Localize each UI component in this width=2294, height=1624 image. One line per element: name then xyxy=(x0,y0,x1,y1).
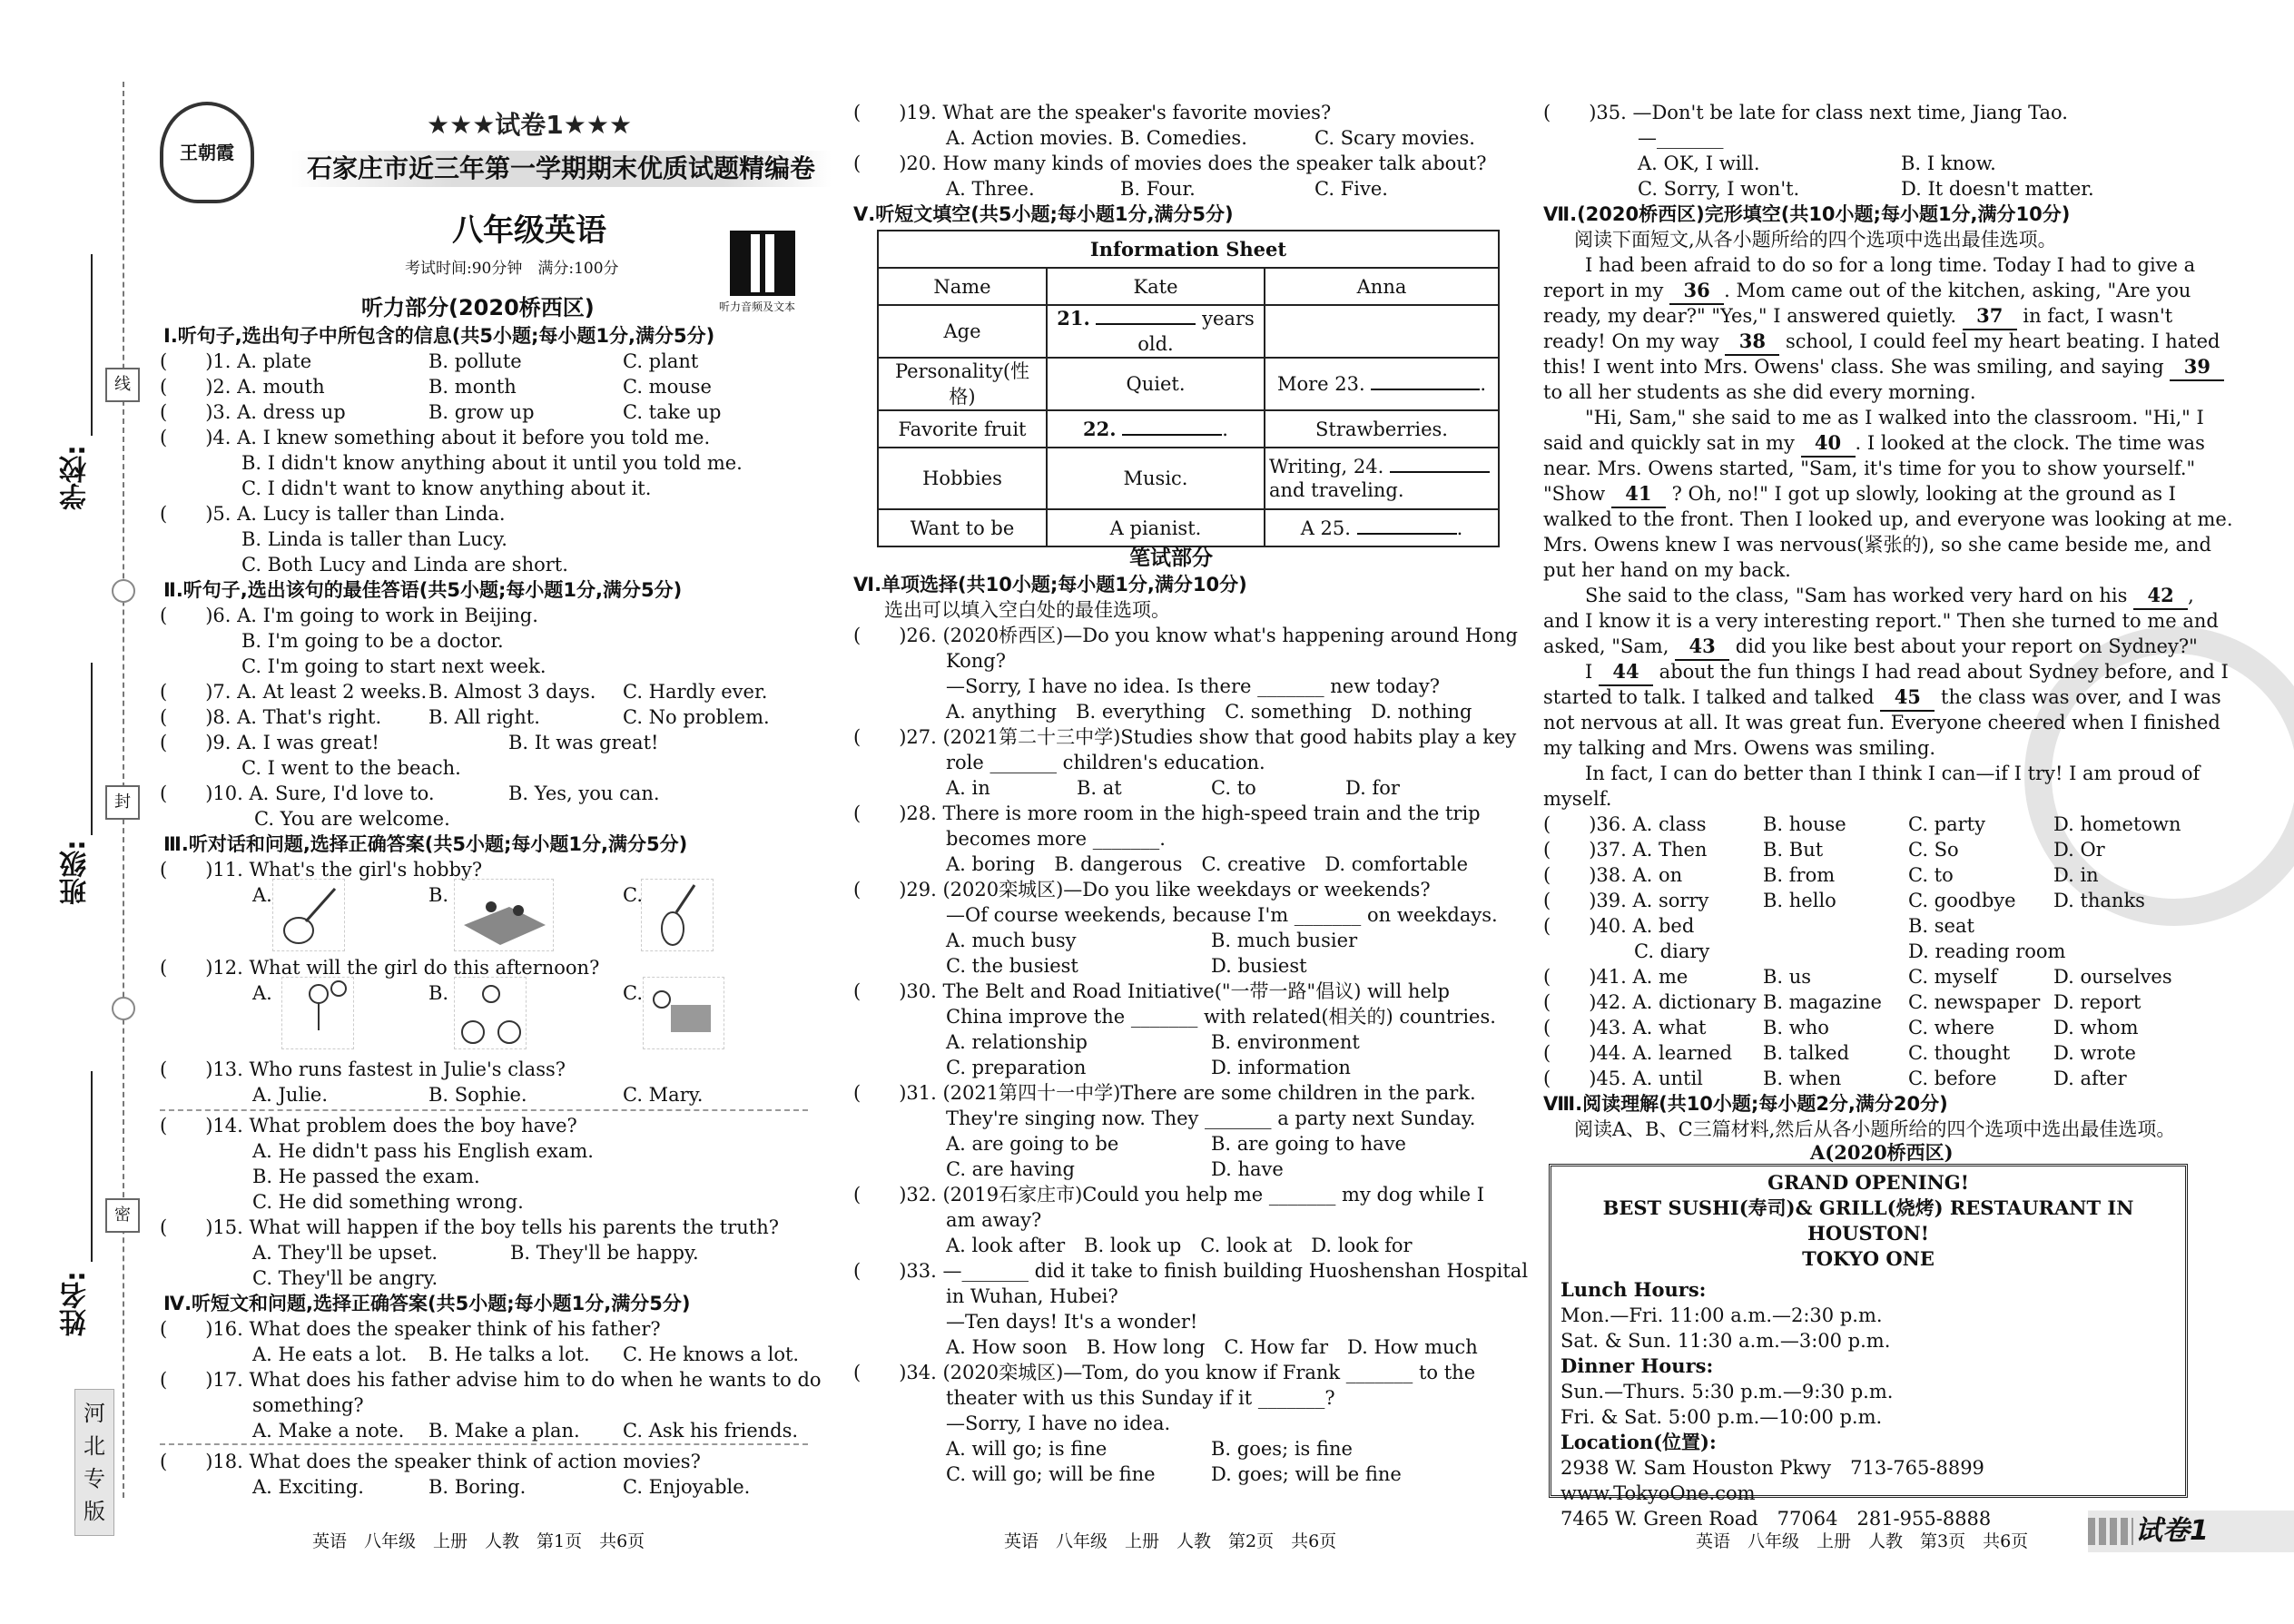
page-title: 八年级英语 xyxy=(452,212,606,249)
name-blank[interactable] xyxy=(91,1071,93,1262)
q34-cont: theater with us this Sunday if it _______? xyxy=(946,1387,1335,1409)
row-label: Personality(性格) xyxy=(878,358,1047,410)
q42: ( )42. A. dictionary xyxy=(1543,991,1757,1013)
header-cell: Anna xyxy=(1265,268,1499,305)
answer-blank-21[interactable] xyxy=(1096,323,1196,325)
cut-mark-seal: 封 xyxy=(105,785,140,820)
q35-reply: —_______ xyxy=(1638,127,1724,149)
passage-line: near. Mrs. Owens started, "Sam, it's time for you to show yourself." xyxy=(1543,458,2196,479)
passage-text: this! I went into Mrs. Owens' class. She was smiling, and saying xyxy=(1543,356,2164,378)
passage-text: started to talk. I talked and talked xyxy=(1543,686,1875,708)
q28-cont: becomes more _______. xyxy=(946,828,1166,850)
answer-cell[interactable]: 22. . xyxy=(1047,410,1265,448)
q35-c: C. Sorry, I won't. xyxy=(1638,178,1800,200)
q18-c: C. Enjoyable. xyxy=(623,1476,751,1498)
passage-line: put her hand on my back. xyxy=(1543,559,1791,581)
q14: ( )14. What problem does the boy have? xyxy=(160,1115,577,1137)
answer-blank-23[interactable] xyxy=(1371,389,1480,390)
q45-c: C. before xyxy=(1908,1068,1997,1089)
paper-badge-text: 试卷1 xyxy=(2135,1515,2209,1547)
q33-cont: in Wuhan, Hubei? xyxy=(946,1285,1118,1307)
answer-blank-24[interactable] xyxy=(1390,471,1490,473)
passage-text: about the fun things I had read about Sydney before, and I xyxy=(1659,661,2229,683)
ad-website[interactable]: www.TokyoOne.com xyxy=(1561,1482,1756,1504)
q30-c: C. preparation xyxy=(946,1057,1087,1078)
passage-text: I xyxy=(1585,661,1593,683)
passage-line: walked to the front. Then I looked up, and everyone was looking at me. xyxy=(1543,508,2233,530)
q31: ( )31. (2021第四十一中学)There are some children in the park. xyxy=(853,1082,1476,1104)
q29-b: B. much busier xyxy=(1211,930,1358,951)
passage-text: ? Oh, no!" I got up slowly, looking at the ground as I xyxy=(1671,483,2176,505)
q15: ( )15. What will happen if the boy tells his parents the truth? xyxy=(160,1216,779,1238)
passage-line: I had been afraid to do so for a long time. Today I had to give a xyxy=(1585,254,2196,276)
q30: ( )30. The Belt and Road Initiative("一带一路"倡议) will help xyxy=(853,980,1450,1002)
blank-number: Writing, 24. xyxy=(1269,456,1384,477)
ad-line: 2938 W. Sam Houston Pkwy 713-765-8899 xyxy=(1561,1457,1984,1479)
bike-girl-icon xyxy=(454,977,527,1049)
q39: ( )39. A. sorry xyxy=(1543,890,1709,911)
section-4-heading: Ⅳ.听短文和问题,选择正确答案(共5小题;每小题1分,满分5分) xyxy=(163,1293,691,1314)
cloze-blank-40[interactable]: 40 xyxy=(1801,430,1856,458)
q12: ( )12. What will the girl do this afternoon? xyxy=(160,957,600,979)
q28: ( )28. There is more room in the high-speed train and the trip xyxy=(853,802,1481,824)
paper-badge xyxy=(2088,1511,2294,1552)
q3: ( )3. A. dress up xyxy=(160,401,346,423)
q17-c: C. Ask his friends. xyxy=(623,1420,799,1442)
q18-a: A. Exciting. xyxy=(252,1476,364,1498)
blank-number: 21. xyxy=(1057,307,1090,330)
q30-a: A. relationship xyxy=(946,1031,1088,1053)
q26: ( )26. (2020桥西区)—Do you know what's happening around Hong xyxy=(853,625,1518,646)
q1: ( )1. A. plate xyxy=(160,350,312,372)
q30-cont: China improve the _______ with related(相关的) countries. xyxy=(946,1006,1496,1028)
cell-text: Quiet. xyxy=(1047,358,1265,410)
brand-logo xyxy=(160,102,254,203)
ad-line: Sat. & Sun. 11:30 a.m.—3:00 p.m. xyxy=(1561,1330,1891,1352)
q35: ( )35. —Don't be late for class next time, Jiang Tao. xyxy=(1543,102,2068,123)
violin-icon xyxy=(641,879,714,951)
passage-line: not nervous at all. It was great fun. Everyone cheered when I finished xyxy=(1543,712,2220,733)
q34-reply: —Sorry, I have no idea. xyxy=(946,1412,1171,1434)
q9-b: B. It was great! xyxy=(508,732,659,753)
cloze-blank-37[interactable]: 37 xyxy=(1963,303,2017,330)
cloze-blank-43[interactable]: 43 xyxy=(1675,634,1729,661)
q6: ( )6. A. I'm going to work in Beijing. xyxy=(160,605,538,626)
q36: ( )36. A. class xyxy=(1543,813,1707,835)
q37-b: B. But xyxy=(1763,839,1824,861)
q27-a: A. in xyxy=(946,777,990,799)
q29-cont: —Of course weekends, because I'm _______ on weekdays. xyxy=(946,904,1498,926)
passage-text: "Show xyxy=(1543,483,1606,505)
q14-c: C. He did something wrong. xyxy=(252,1191,524,1213)
ad-lunch-heading: Lunch Hours: xyxy=(1561,1278,1707,1301)
q14-a: A. He didn't pass his English exam. xyxy=(252,1140,594,1162)
q15-a: A. They'll be upset. xyxy=(252,1242,438,1264)
paper-number: ★★★试卷1★★★ xyxy=(427,110,633,140)
q29-d: D. busiest xyxy=(1211,955,1307,977)
answer-blank-25[interactable] xyxy=(1357,533,1457,535)
footer-page-3: 英语 八年级 上册 人教 第3页 共6页 xyxy=(1696,1531,2029,1551)
binding-hole xyxy=(112,579,135,603)
q31-b: B. are going to have xyxy=(1211,1133,1406,1155)
q44-c: C. thought xyxy=(1908,1042,2011,1064)
tennis-girl-icon xyxy=(281,977,354,1049)
passage-text: . I looked at the clock. The time was xyxy=(1855,432,2205,454)
q11-option-c: C. xyxy=(623,884,643,906)
answer-cell[interactable]: A 25. . xyxy=(1265,509,1499,546)
q6-b: B. I'm going to be a doctor. xyxy=(241,630,504,652)
cloze-blank-41[interactable]: 41 xyxy=(1611,481,1666,508)
q4: ( )4. A. I knew something about it before you told me. xyxy=(160,427,711,448)
q31-d: D. have xyxy=(1211,1158,1284,1180)
cloze-blank-45[interactable]: 45 xyxy=(1880,684,1935,712)
q43-c: C. where xyxy=(1908,1017,1995,1038)
q41: ( )41. A. me xyxy=(1543,966,1689,988)
q13: ( )13. Who runs fastest in Julie's class? xyxy=(160,1058,566,1080)
q41-c: C. myself xyxy=(1908,966,1998,988)
q40-c: C. diary xyxy=(1634,940,1710,962)
name-label: 姓名: xyxy=(60,1271,92,1336)
q10-b: B. Yes, you can. xyxy=(508,782,660,804)
q12-option-a: A. xyxy=(252,982,272,1004)
q16-a: A. He eats a lot. xyxy=(252,1343,408,1365)
q42-c: C. newspaper xyxy=(1908,991,2041,1013)
q7: ( )7. A. At least 2 weeks. xyxy=(160,681,428,703)
q38-d: D. in xyxy=(2053,864,2099,886)
q38: ( )38. A. on xyxy=(1543,864,1683,886)
answer-cell[interactable]: More 23. . xyxy=(1265,358,1499,410)
section-8-instruction: 阅读A、B、C三篇材料,然后从各小题所给的四个选项中选出最佳选项。 xyxy=(1574,1118,2176,1140)
q34-d: D. goes; will be fine xyxy=(1211,1463,1402,1485)
q27-c: C. to xyxy=(1211,777,1256,799)
q34-c: C. will go; will be fine xyxy=(946,1463,1156,1485)
q13-c: C. Mary. xyxy=(623,1084,704,1106)
q45-d: D. after xyxy=(2053,1068,2127,1089)
q5-c: C. Both Lucy and Linda are short. xyxy=(241,554,568,576)
blank-number: A 25. xyxy=(1300,517,1351,539)
passage-line: myself. xyxy=(1543,788,1612,810)
q17-b: B. Make a plan. xyxy=(428,1420,580,1442)
ad-location-heading: Location(位置): xyxy=(1561,1431,1717,1453)
passage-text: said and quickly sat in my xyxy=(1543,432,1795,454)
exam-time-info: 考试时间:90分钟 满分:100分 xyxy=(405,260,619,278)
q26-options: A. anything B. everything C. something D. nothing xyxy=(946,701,1472,723)
q26-cont: Kong? xyxy=(946,650,1006,672)
information-sheet-table xyxy=(877,230,1500,547)
ad-restaurant-name: TOKYO ONE xyxy=(1802,1247,1935,1270)
passage-text: in fact, I wasn't xyxy=(2023,305,2173,327)
province-badge: 河北专版 xyxy=(74,1389,114,1536)
computer-girl-icon xyxy=(643,977,724,1049)
q31-c: C. are having xyxy=(946,1158,1075,1180)
q16: ( )16. What does the speaker think of his father? xyxy=(160,1318,661,1340)
q12-option-b: B. xyxy=(428,982,449,1004)
q30-d: D. information xyxy=(1211,1057,1351,1078)
q41-d: D. ourselves xyxy=(2053,966,2172,988)
q10: ( )10. A. Sure, I'd love to. xyxy=(160,782,435,804)
q20: ( )20. How many kinds of movies does the speaker talk about? xyxy=(853,153,1487,174)
passage-line: to all her students as she did every morning. xyxy=(1543,381,1976,403)
binding-hole xyxy=(112,997,135,1020)
q17: ( )17. What does his father advise him to do when he wants to do xyxy=(160,1369,822,1391)
q3-c: C. take up xyxy=(623,401,722,423)
header-cell: Name xyxy=(878,268,1047,305)
cut-mark-line: 线 xyxy=(105,368,140,402)
cell-text: and traveling. xyxy=(1269,479,1404,501)
q13-b: B. Sophie. xyxy=(428,1084,527,1106)
q20-c: C. Five. xyxy=(1314,178,1388,200)
q44-d: D. wrote xyxy=(2053,1042,2136,1064)
section-5-heading: Ⅴ.听短文填空(共5小题;每小题1分,满分5分) xyxy=(853,203,1234,225)
q17-cont: something? xyxy=(252,1394,364,1416)
q33: ( )33. —_______ did it take to finish building Huoshenshan Hospital xyxy=(853,1260,1529,1282)
cloze-blank-39[interactable]: 39 xyxy=(2170,354,2224,381)
listening-heading: 听力部分(2020桥西区) xyxy=(361,295,595,320)
q3-b: B. grow up xyxy=(428,401,535,423)
q32: ( )32. (2019石家庄市)Could you help me _______ my dog while I xyxy=(853,1184,1485,1206)
passage-text: , xyxy=(2188,585,2194,606)
table-title: Information Sheet xyxy=(878,231,1499,268)
q37-c: C. So xyxy=(1908,839,1959,861)
cell-text: A pianist. xyxy=(1047,509,1265,546)
brand-logo-text: 王朝霞 xyxy=(180,142,234,163)
ad-subtitle: BEST SUSHI(寿司)& GRILL(烧烤) RESTAURANT IN HOUSTON! xyxy=(1602,1196,2134,1245)
class-blank[interactable] xyxy=(91,663,93,835)
passage-text: report in my xyxy=(1543,280,1664,301)
q31-cont: They're singing now. They _______ a party next Sunday. xyxy=(946,1107,1476,1129)
passage-text: asked, "Sam, xyxy=(1543,635,1669,657)
header-cell: Kate xyxy=(1047,268,1265,305)
q33-reply: —Ten days! It's a wonder! xyxy=(946,1311,1198,1333)
q6-c: C. I'm going to start next week. xyxy=(241,655,546,677)
passage-text: She said to the class, "Sam has worked very hard on his xyxy=(1585,585,2128,606)
q17-a: A. Make a note. xyxy=(252,1420,405,1442)
q14-b: B. He passed the exam. xyxy=(252,1166,480,1187)
q27: ( )27. (2021第二十三中学)Studies show that good habits play a key xyxy=(853,726,1517,748)
q36-d: D. hometown xyxy=(2053,813,2181,835)
passage-line: "Hi, Sam," she said to me as I walked into the classroom. "Hi," I xyxy=(1585,407,2204,428)
ad-line: Fri. & Sat. 5:00 p.m.—10:00 p.m. xyxy=(1561,1406,1883,1428)
q7-c: C. Hardly ever. xyxy=(623,681,768,703)
q5: ( )5. A. Lucy is taller than Linda. xyxy=(160,503,506,525)
q45: ( )45. A. until xyxy=(1543,1068,1703,1089)
q40: ( )40. A. bed xyxy=(1543,915,1695,937)
q27-cont: role _______ children's education. xyxy=(946,752,1265,773)
written-part-heading: 笔试部分 xyxy=(1129,546,1213,570)
ad-title: GRAND OPENING! xyxy=(1767,1171,1969,1194)
q15-c: C. They'll be angry. xyxy=(252,1267,438,1289)
q10-c: C. You are welcome. xyxy=(254,808,450,830)
q31-a: A. are going to be xyxy=(946,1133,1119,1155)
restaurant-ad xyxy=(1549,1164,2188,1530)
q39-d: D. thanks xyxy=(2053,890,2145,911)
passage-a-heading: A(2020桥西区) xyxy=(1810,1141,1954,1164)
q27-b: B. at xyxy=(1077,777,1122,799)
cloze-blank-42[interactable]: 42 xyxy=(2133,583,2188,610)
footer-page-1: 英语 八年级 上册 人教 第1页 共6页 xyxy=(312,1531,645,1551)
q39-b: B. hello xyxy=(1763,890,1836,911)
q29-c: C. the busiest xyxy=(946,955,1078,977)
blank-number: More 23. xyxy=(1276,373,1365,395)
q11-option-a: A. xyxy=(252,884,272,906)
ad-dinner-heading: Dinner Hours: xyxy=(1561,1354,1714,1377)
cut-mark-secret: 密 xyxy=(105,1198,140,1233)
section-6-instruction: 选出可以填入空白处的最佳选项。 xyxy=(884,599,1170,621)
q5-b: B. Linda is taller than Lucy. xyxy=(241,528,507,550)
q15-b: B. They'll be happy. xyxy=(510,1242,699,1264)
q2: ( )2. A. mouth xyxy=(160,376,325,398)
q40-b: B. seat xyxy=(1908,915,1974,937)
divider xyxy=(160,1109,808,1111)
q32-options: A. look after B. look up C. look at D. look for xyxy=(946,1235,1413,1256)
q8-c: C. No problem. xyxy=(623,706,770,728)
q35-a: A. OK, I will. xyxy=(1638,153,1760,174)
section-6-heading: Ⅵ.单项选择(共10小题;每小题1分,满分10分) xyxy=(853,574,1247,595)
answer-cell[interactable] xyxy=(1047,305,1265,358)
q42-d: D. report xyxy=(2053,991,2141,1013)
q43-d: D. whom xyxy=(2053,1017,2139,1038)
q44-b: B. talked xyxy=(1763,1042,1850,1064)
q34-b: B. goes; is fine xyxy=(1211,1438,1353,1460)
q34: ( )34. (2020栾城区)—Tom, do you know if Frank _______ to the xyxy=(853,1362,1476,1383)
q8-b: B. All right. xyxy=(428,706,540,728)
row-label: Hobbies xyxy=(878,448,1047,509)
q13-a: A. Julie. xyxy=(252,1084,328,1106)
q45-b: B. when xyxy=(1763,1068,1842,1089)
cell-text: Strawberries. xyxy=(1265,410,1499,448)
q19: ( )19. What are the speaker's favorite movies? xyxy=(853,102,1332,123)
school-blank[interactable] xyxy=(91,254,93,436)
passage-line: my talking and Mrs. Owens was smiling. xyxy=(1543,737,1936,759)
section-3-heading: Ⅲ.听对话和问题,选择正确答案(共5小题;每小题1分,满分5分) xyxy=(163,833,688,855)
answer-cell[interactable] xyxy=(1265,448,1499,509)
q2-b: B. month xyxy=(428,376,517,398)
q1-b: B. pollute xyxy=(428,350,522,372)
q38-b: B. from xyxy=(1763,864,1836,886)
cell-text: Music. xyxy=(1047,448,1265,509)
answer-blank-22[interactable] xyxy=(1122,434,1222,436)
q36-b: B. house xyxy=(1763,813,1846,835)
q8: ( )8. A. That's right. xyxy=(160,706,382,728)
footer-page-2: 英语 八年级 上册 人教 第2页 共6页 xyxy=(1004,1531,1337,1551)
q43: ( )43. A. what xyxy=(1543,1017,1707,1038)
q37-d: D. Or xyxy=(2053,839,2105,861)
q32-cont: am away? xyxy=(946,1209,1042,1231)
q34-a: A. will go; is fine xyxy=(946,1438,1108,1460)
q2-c: C. mouse xyxy=(623,376,712,398)
cloze-blank-38[interactable]: 38 xyxy=(1725,329,1779,356)
passage-text: ready! On my way xyxy=(1543,330,1719,352)
passage-text: the class was over, and I was xyxy=(1941,686,2221,708)
q27-d: D. for xyxy=(1345,777,1400,799)
q35-d: D. It doesn't matter. xyxy=(1901,178,2094,200)
cloze-blank-36[interactable]: 36 xyxy=(1669,278,1724,305)
q42-b: B. magazine xyxy=(1763,991,1882,1013)
q12-option-c: C. xyxy=(623,982,643,1004)
badge-pattern xyxy=(2088,1518,2133,1545)
q19-c: C. Scary movies. xyxy=(1314,127,1475,149)
q19-b: B. Comedies. xyxy=(1120,127,1247,149)
q39-c: C. goodbye xyxy=(1908,890,2016,911)
divider xyxy=(160,1443,808,1445)
qr-caption: 听力音频及文本 xyxy=(719,300,796,313)
q19-a: A. Action movies. xyxy=(946,127,1114,149)
q11: ( )11. What's the girl's hobby? xyxy=(160,859,483,881)
passage-text: school, I could feel my heart beating. I hated xyxy=(1786,330,2220,352)
passage-line: Mrs. Owens knew I was nervous(紧张的), so she came beside me, and xyxy=(1543,534,2211,556)
q35-b: B. I know. xyxy=(1901,153,1996,174)
ad-line: Mon.—Fri. 11:00 a.m.—2:30 p.m. xyxy=(1561,1304,1883,1326)
q40-d: D. reading room xyxy=(1908,940,2066,962)
binding-margin xyxy=(0,0,154,1624)
qr-code-icon xyxy=(730,231,795,296)
section-1-heading: Ⅰ.听句子,选出句子中所包含的信息(共5小题;每小题1分,满分5分) xyxy=(163,325,715,347)
row-label: Want to be xyxy=(878,509,1047,546)
q9-c: C. I went to the beach. xyxy=(241,757,461,779)
q18-b: B. Boring. xyxy=(428,1476,527,1498)
section-8-heading: Ⅷ.阅读理解(共10小题;每小题2分,满分20分) xyxy=(1543,1093,1948,1115)
q28-options: A. boring B. dangerous C. creative D. comfortable xyxy=(946,853,1469,875)
q43-b: B. who xyxy=(1763,1017,1829,1038)
row-label: Age xyxy=(878,305,1047,358)
q33-options: A. How soon B. How long C. How far D. How much xyxy=(946,1336,1478,1358)
cloze-blank-44[interactable]: 44 xyxy=(1599,659,1653,686)
q11-option-b: B. xyxy=(428,884,449,906)
exam-subtitle: 石家庄市近三年第一学期期末优质试题精编卷 xyxy=(290,151,832,187)
q18: ( )18. What does the speaker think of action movies? xyxy=(160,1451,701,1472)
q29-a: A. much busy xyxy=(946,930,1077,951)
section-7-heading: Ⅶ.(2020桥西区)完形填空(共10小题;每小题1分,满分10分) xyxy=(1543,203,2071,225)
q7-b: B. Almost 3 days. xyxy=(428,681,596,703)
school-label: 学校: xyxy=(60,445,92,510)
q4-b: B. I didn't know anything about it until you told me. xyxy=(241,452,743,474)
q26-reply: —Sorry, I have no idea. Is there _______ new today? xyxy=(946,675,1441,697)
q16-c: C. He knows a lot. xyxy=(623,1343,800,1365)
passage-text: . Mom came out of the kitchen, asking, "Are you xyxy=(1724,280,2191,301)
ad-line: 7465 W. Green Road 77064 281-955-8888 xyxy=(1561,1508,1992,1530)
passage-text: ready, my dear?" "Yes," I answered quietly. xyxy=(1543,305,1957,327)
q16-b: B. He talks a lot. xyxy=(428,1343,590,1365)
q38-c: C. to xyxy=(1908,864,1954,886)
ad-line: Sun.—Thurs. 5:30 p.m.—9:30 p.m. xyxy=(1561,1381,1894,1403)
blank-number: 22. xyxy=(1083,417,1117,440)
q4-c: C. I didn't want to know anything about it. xyxy=(241,477,652,499)
q29: ( )29. (2020栾城区)—Do you like weekdays or weekends? xyxy=(853,879,1431,901)
passage-line: and I know it is a very interesting report." Then she turned to me and xyxy=(1543,610,2219,632)
q36-c: C. party xyxy=(1908,813,1985,835)
section-2-heading: Ⅱ.听句子,选出该句的最佳答语(共5小题;每小题1分,满分5分) xyxy=(163,579,683,601)
q20-b: B. Four. xyxy=(1120,178,1196,200)
row-label: Favorite fruit xyxy=(878,410,1047,448)
passage-line: In fact, I can do better than I think I can—if I try! I am proud of xyxy=(1585,763,2200,784)
cell-text: years old. xyxy=(1137,308,1255,355)
q37: ( )37. A. Then xyxy=(1543,839,1708,861)
guitar-icon xyxy=(272,879,345,951)
chess-icon xyxy=(454,879,554,951)
section-7-instruction: 阅读下面短文,从各小题所给的四个选项中选出最佳选项。 xyxy=(1574,229,2057,251)
q20-a: A. Three. xyxy=(946,178,1035,200)
q9: ( )9. A. I was great! xyxy=(160,732,379,753)
q41-b: B. us xyxy=(1763,966,1812,988)
q1-c: C. plant xyxy=(623,350,699,372)
passage-text: did you like best about your report on Sydney?" xyxy=(1735,635,2198,657)
class-label: 班级: xyxy=(60,840,92,905)
q44: ( )44. A. learned xyxy=(1543,1042,1733,1064)
q30-b: B. environment xyxy=(1211,1031,1360,1053)
